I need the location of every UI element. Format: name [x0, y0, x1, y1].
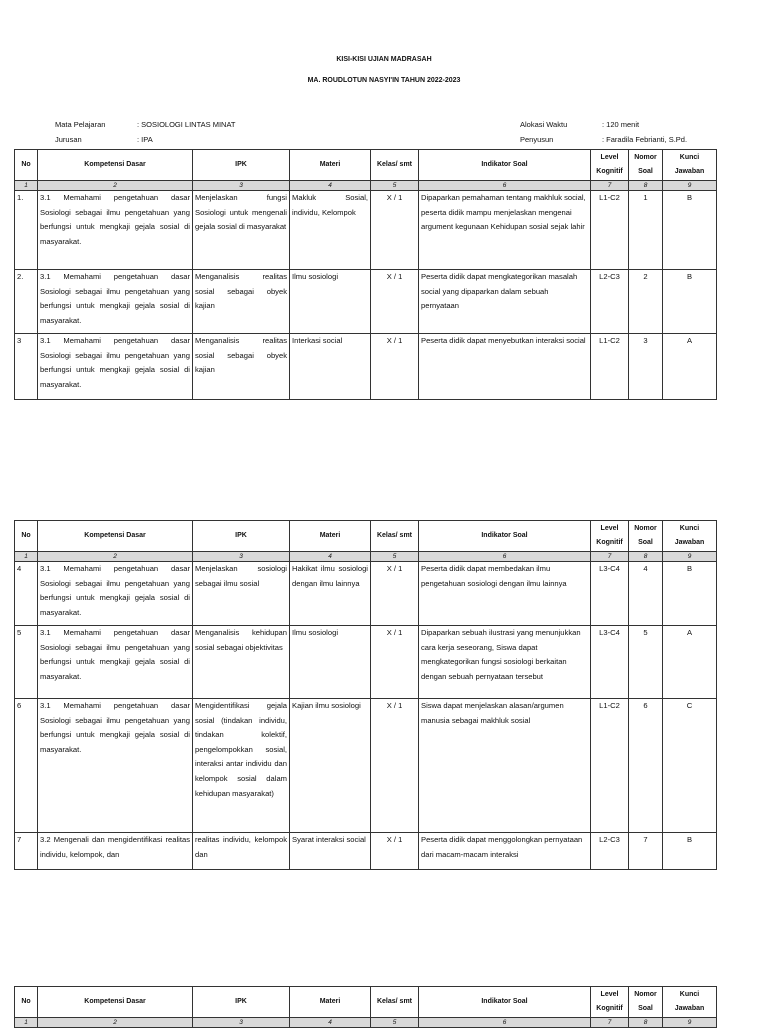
cell-kunci: B: [663, 270, 717, 334]
colnum: 7: [591, 552, 629, 562]
col-kunci-line2: Jawaban: [674, 539, 705, 546]
cell-materi: Makluk Sosial, individu, Kelompok: [290, 191, 371, 270]
col-kunci-line2: Jawaban: [674, 168, 705, 175]
cell-kunci: A: [663, 334, 717, 400]
col-nomor-line1: Nomor: [634, 991, 657, 998]
cell-ipk: Menganalisis kehidupan sosial sebagai objektivitas: [193, 626, 290, 699]
cell-kd: 3.1 Memahami pengetahuan dasar Sosiologi sebagai ilmu pengetahuan yang berfungsi untuk mengkaji gejala sosial di masyarakat.: [38, 191, 193, 270]
colnum: 8: [629, 181, 663, 191]
column-number-row: [15, 1018, 717, 1028]
penyusun-label: Penyusun: [520, 135, 554, 144]
col-kompetensi-dasar: Kompetensi Dasar: [38, 987, 193, 1018]
colnum: 4: [290, 1018, 371, 1028]
colnum: 6: [419, 552, 591, 562]
col-level-line1: Level: [600, 154, 619, 161]
col-level-line2: Kognitif: [596, 539, 623, 546]
col-no: No: [15, 521, 38, 552]
col-indikator: Indikator Soal: [419, 521, 591, 552]
colnum: 3: [193, 181, 290, 191]
col-kunci: [663, 150, 717, 181]
col-level-line2: Kognitif: [596, 1005, 623, 1012]
cell-no: 7: [15, 833, 38, 870]
col-ipk: IPK: [193, 150, 290, 181]
col-level-line2: Kognitif: [596, 168, 623, 175]
col-level-line1: Level: [600, 525, 619, 532]
colnum: 9: [663, 1018, 717, 1028]
cell-materi: Syarat interaksi social: [290, 833, 371, 870]
col-indikator: Indikator Soal: [419, 987, 591, 1018]
cell-kunci: B: [663, 191, 717, 270]
col-no: No: [15, 987, 38, 1018]
alokasi-value: : 120 menit: [602, 120, 640, 129]
cell-kd: 3.1 Memahami pengetahuan dasar Sosiologi sebagai ilmu pengetahuan yang berfungsi untuk mengkaji gejala sosial di masyarakat.: [38, 699, 193, 833]
colnum: 8: [629, 1018, 663, 1028]
colnum: 9: [663, 181, 717, 191]
cell-no: 1.: [15, 191, 38, 270]
cell-indikator: Peserta didik dapat menyebutkan interaksi social: [419, 334, 591, 400]
col-kunci: [663, 521, 717, 552]
kisi-table-3: [14, 986, 717, 1028]
penyusun-value: : Faradila Febrianti, S.Pd.: [602, 135, 688, 144]
col-nomor-line2: Soal: [638, 1005, 653, 1012]
cell-materi: Ilmu sosiologi: [290, 626, 371, 699]
col-level: [591, 987, 629, 1018]
cell-kelas: X / 1: [371, 270, 419, 334]
cell-kelas: X / 1: [371, 833, 419, 870]
table-row: [15, 334, 717, 400]
jurusan-value: : IPA: [137, 135, 153, 144]
cell-kd: 3.1 Memahami pengetahuan dasar Sosiologi sebagai ilmu pengetahuan yang berfungsi untuk mengkaji gejala sosial di masyarakat.: [38, 270, 193, 334]
document-subtitle: MA. ROUDLOTUN NASYI'IN TAHUN 2022-2023: [307, 77, 461, 84]
cell-no: 6: [15, 699, 38, 833]
cell-level: L2-C3: [591, 833, 629, 870]
colnum: 7: [591, 181, 629, 191]
col-kompetensi-dasar: Kompetensi Dasar: [38, 150, 193, 181]
cell-level: L1-C2: [591, 699, 629, 833]
cell-indikator: Dipaparkan pemahaman tentang makhluk social, peserta didik mampu menjelaskan mengenai argument kegunaan Kehidupan sosial sejak lahir: [419, 191, 591, 270]
col-nomor-line1: Nomor: [634, 525, 657, 532]
table-row: [15, 626, 717, 699]
col-kunci: [663, 987, 717, 1018]
cell-nomor: 1: [629, 191, 663, 270]
col-kunci-line1: Kunci: [679, 154, 700, 161]
col-materi: Materi: [290, 987, 371, 1018]
table-row: [15, 699, 717, 833]
colnum: 3: [193, 1018, 290, 1028]
cell-indikator: Peserta didik dapat menggolongkan pernyataan dari macam-macam interaksi: [419, 833, 591, 870]
colnum: 9: [663, 552, 717, 562]
cell-indikator: Siswa dapat menjelaskan alasan/argumen manusia sebagai makhluk sosial: [419, 699, 591, 833]
col-kunci-line1: Kunci: [679, 991, 700, 998]
cell-indikator: Peserta didik dapat membedakan ilmu pengetahuan sosiologi dengan ilmu lainnya: [419, 562, 591, 626]
colnum: 5: [371, 181, 419, 191]
cell-kelas: X / 1: [371, 191, 419, 270]
col-ipk: IPK: [193, 521, 290, 552]
cell-kd: 3.1 Memahami pengetahuan dasar Sosiologi sebagai ilmu pengetahuan yang berfungsi untuk mengkaji gejala sosial di masyarakat.: [38, 562, 193, 626]
colnum: 2: [38, 181, 193, 191]
cell-level: L3-C4: [591, 626, 629, 699]
mapel-label: Mata Pelajaran: [55, 120, 106, 129]
cell-no: 2.: [15, 270, 38, 334]
header-row: [15, 521, 717, 552]
cell-level: L1-C2: [591, 191, 629, 270]
header-row: [15, 150, 717, 181]
cell-nomor: 3: [629, 334, 663, 400]
col-kelas: Kelas/ smt: [371, 150, 419, 181]
cell-no: 4: [15, 562, 38, 626]
cell-nomor: 5: [629, 626, 663, 699]
cell-no: 3: [15, 334, 38, 400]
table-row: [15, 191, 717, 270]
table-row: [15, 270, 717, 334]
col-materi: Materi: [290, 521, 371, 552]
colnum: 2: [38, 1018, 193, 1028]
cell-kunci: B: [663, 562, 717, 626]
col-materi: Materi: [290, 150, 371, 181]
cell-kunci: A: [663, 626, 717, 699]
colnum: 2: [38, 552, 193, 562]
col-nomor: [629, 150, 663, 181]
cell-kelas: X / 1: [371, 626, 419, 699]
cell-nomor: 2: [629, 270, 663, 334]
col-level: [591, 150, 629, 181]
cell-ipk: Menjelaskan sosiologi sebagai ilmu sosial: [193, 562, 290, 626]
colnum: 4: [290, 181, 371, 191]
cell-level: L2-C3: [591, 270, 629, 334]
column-number-row: [15, 181, 717, 191]
cell-kelas: X / 1: [371, 334, 419, 400]
colnum: 4: [290, 552, 371, 562]
colnum: 5: [371, 1018, 419, 1028]
colnum: 1: [15, 552, 38, 562]
col-kelas: Kelas/ smt: [371, 987, 419, 1018]
column-number-row: [15, 552, 717, 562]
col-nomor-line2: Soal: [638, 539, 653, 546]
cell-materi: Interkasi social: [290, 334, 371, 400]
cell-ipk: Menganalisis realitas sosial sebagai obyek kajian: [193, 334, 290, 400]
cell-ipk: Menganalisis realitas sosial sebagai obyek kajian: [193, 270, 290, 334]
cell-kelas: X / 1: [371, 699, 419, 833]
alokasi-label: Alokasi Waktu: [520, 120, 568, 129]
cell-kunci: C: [663, 699, 717, 833]
col-kunci-line2: Jawaban: [674, 1005, 705, 1012]
col-nomor: [629, 987, 663, 1018]
colnum: 5: [371, 552, 419, 562]
cell-nomor: 4: [629, 562, 663, 626]
col-indikator: Indikator Soal: [419, 150, 591, 181]
col-kelas: Kelas/ smt: [371, 521, 419, 552]
colnum: 7: [591, 1018, 629, 1028]
col-nomor: [629, 521, 663, 552]
table-row: [15, 562, 717, 626]
cell-level: L1-C2: [591, 334, 629, 400]
cell-kelas: X / 1: [371, 562, 419, 626]
kisi-table-1: [14, 149, 717, 400]
header-row: [15, 987, 717, 1018]
cell-materi: Kajian ilmu sosiologi: [290, 699, 371, 833]
table-row: [15, 833, 717, 870]
col-level-line1: Level: [600, 991, 619, 998]
cell-kd: 3.2 Mengenali dan mengidentifikasi realitas individu, kelompok, dan: [38, 833, 193, 870]
colnum: 1: [15, 181, 38, 191]
cell-materi: Ilmu sosiologi: [290, 270, 371, 334]
cell-nomor: 7: [629, 833, 663, 870]
cell-kd: 3.1 Memahami pengetahuan dasar Sosiologi sebagai ilmu pengetahuan yang berfungsi untuk mengkaji gejala sosial di masyarakat.: [38, 626, 193, 699]
colnum: 6: [419, 1018, 591, 1028]
col-nomor-line1: Nomor: [634, 154, 657, 161]
cell-level: L3-C4: [591, 562, 629, 626]
col-no: No: [15, 150, 38, 181]
cell-ipk: Menjelaskan fungsi Sosiologi untuk mengenali gejala sosial di masyarakat: [193, 191, 290, 270]
colnum: 6: [419, 181, 591, 191]
cell-nomor: 6: [629, 699, 663, 833]
jurusan-label: Jurusan: [55, 135, 82, 144]
cell-materi: Hakikat ilmu sosiologi dengan ilmu lainnya: [290, 562, 371, 626]
mapel-value: : SOSIOLOGI LINTAS MINAT: [137, 120, 236, 129]
cell-ipk: Mengidentifikasi gejala sosial (tindakan individu, tindakan kolektif, pengelompokkan sosial, interaksi antar individu dan kelompok sosial dalam kehidupan masyarakat): [193, 699, 290, 833]
col-ipk: IPK: [193, 987, 290, 1018]
cell-kunci: B: [663, 833, 717, 870]
colnum: 3: [193, 552, 290, 562]
cell-indikator: Peserta didik dapat mengkategorikan masalah social yang dipaparkan dalam sebuah pernyataan: [419, 270, 591, 334]
colnum: 8: [629, 552, 663, 562]
cell-no: 5: [15, 626, 38, 699]
cell-indikator: Dipaparkan sebuah ilustrasi yang menunjukkan cara kerja seseorang, Siswa dapat mengkategorikan fungsi sosiologi berkaitan dengan sebuah pernyataan tersebut: [419, 626, 591, 699]
cell-ipk: realitas individu, kelompok dan: [193, 833, 290, 870]
cell-kd: 3.1 Memahami pengetahuan dasar Sosiologi sebagai ilmu pengetahuan yang berfungsi untuk mengkaji gejala sosial di masyarakat.: [38, 334, 193, 400]
col-kompetensi-dasar: Kompetensi Dasar: [38, 521, 193, 552]
col-kunci-line1: Kunci: [679, 525, 700, 532]
colnum: 1: [15, 1018, 38, 1028]
col-level: [591, 521, 629, 552]
document-title: KISI-KISI UJIAN MADRASAH: [336, 56, 432, 63]
col-nomor-line2: Soal: [638, 168, 653, 175]
kisi-table-2: [14, 520, 717, 870]
